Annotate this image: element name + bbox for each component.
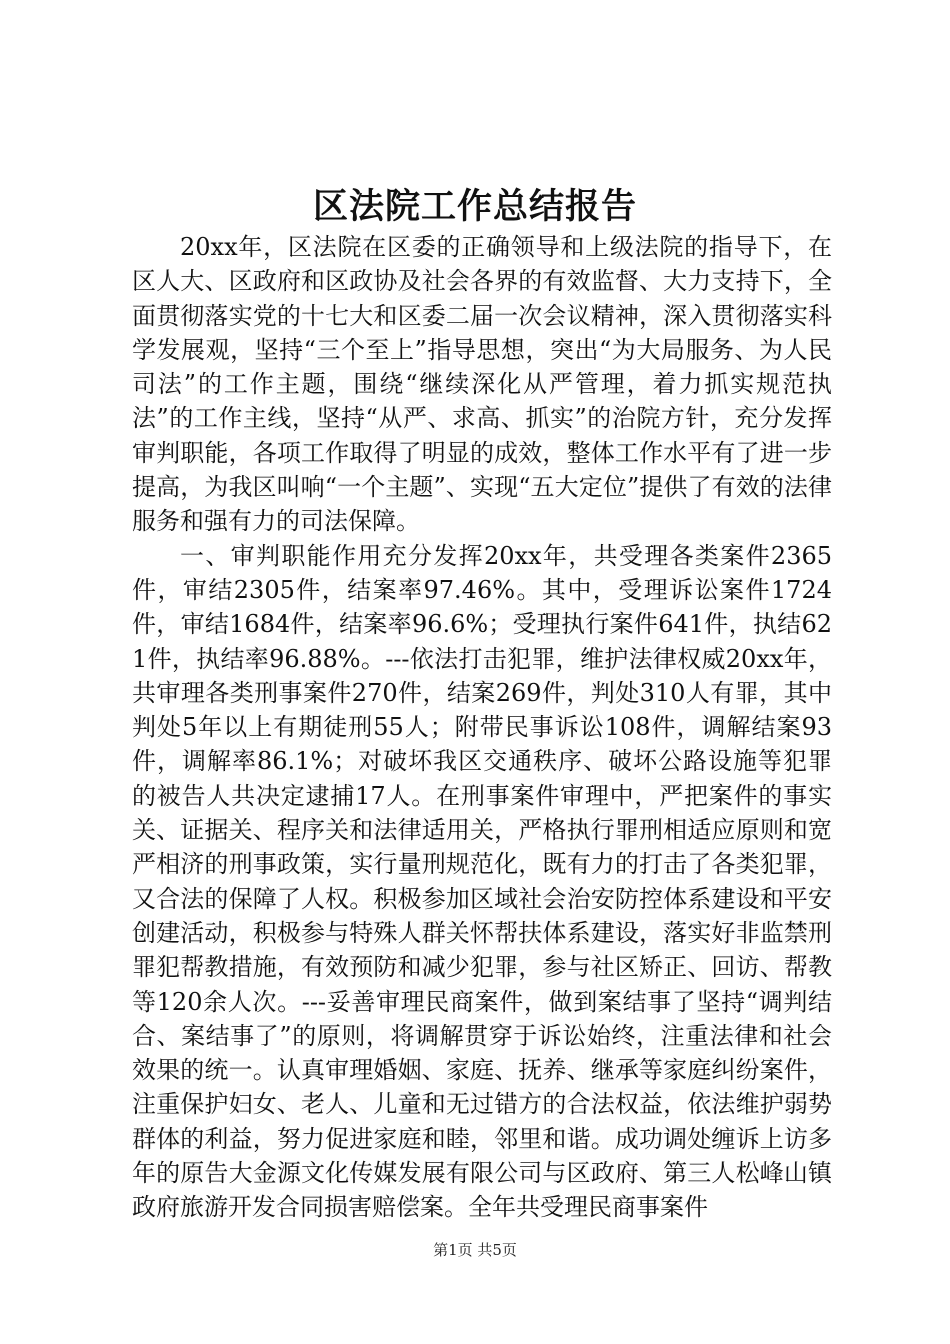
intro-paragraph: 20xx年，区法院在区委的正确领导和上级法院的指导下，在区人大、区政府和区政协及社会各界的有效监督、大力支持下，全面贯彻落实党的十七大和区委二届一次会议精神，深入贯彻落实科学发展观，坚持“三个至上”指导思想，突出“为大局服务、为人民司法”的工作主题，围绕“继续深化从严管理，着力抓实规范执法”的工作主线，坚持“从严、求高、抓实”的治院方针，充分发挥审判职能，各项工作取得了明显的成效，整体工作水平有了进一步提高，为我区叫响“一个主题”、实现“五大定位”提供了有效的法律服务和强有力的司法保障。 (132, 233, 832, 536)
page-number-footer: 第1页 共5页 (433, 1241, 517, 1259)
section-one-paragraph: 一、审判职能作用充分发挥20xx年，共受理各类案件2365件，审结2305件，结案率97.46%。其中，受理诉讼案件1724件，审结1684件，结案率96.6%；受理执行案件641件，执结621件，执结率96.88%。---依法打击犯罪，维护法律权威20xx年，共审理各类刑事案件270件，结案269件，判处310人有罪，其中判处5年以上有期徒刑55人；附带民事诉讼108件，调解结案93件，调解率86.1%；对破坏我区交通秩序、破坏公路设施等犯罪的被告人共决定逮捕17人。在刑事案件审理中，严把案件的事实关、证据关、程序关和法律适用关，严格执行罪刑相适应原则和宽严相济的刑事政策，实行量刑规范化，既有力的打击了各类犯罪，又合法的保障了人权。积极参加区域社会治安防控体系建设和平安创建活动，积极参与特殊人群关怀帮扶体系建设，落实好非监禁刑罪犯帮教措施，有效预防和减少犯罪，参与社区矫正、回访、帮教等120余人次。---妥善审理民商案件，做到案结事了坚持“调判结合、案结事了”的原则，将调解贯穿于诉讼始终，注重法律和社会效果的统一。认真审理婚姻、家庭、抚养、继承等家庭纠纷案件，注重保护妇女、老人、儿童和无过错方的合法权益，依法维护弱势群体的利益，努力促进家庭和睦，邻里和谐。成功调处缠诉上访多年的原告大金源文化传媒发展有限公司与区政府、第三人松峰山镇政府旅游开发合同损害赔偿案。全年共受理民商事案件 (132, 541, 832, 1222)
document-title: 区法院工作总结报告 (312, 186, 637, 227)
document-body (132, 230, 832, 1225)
